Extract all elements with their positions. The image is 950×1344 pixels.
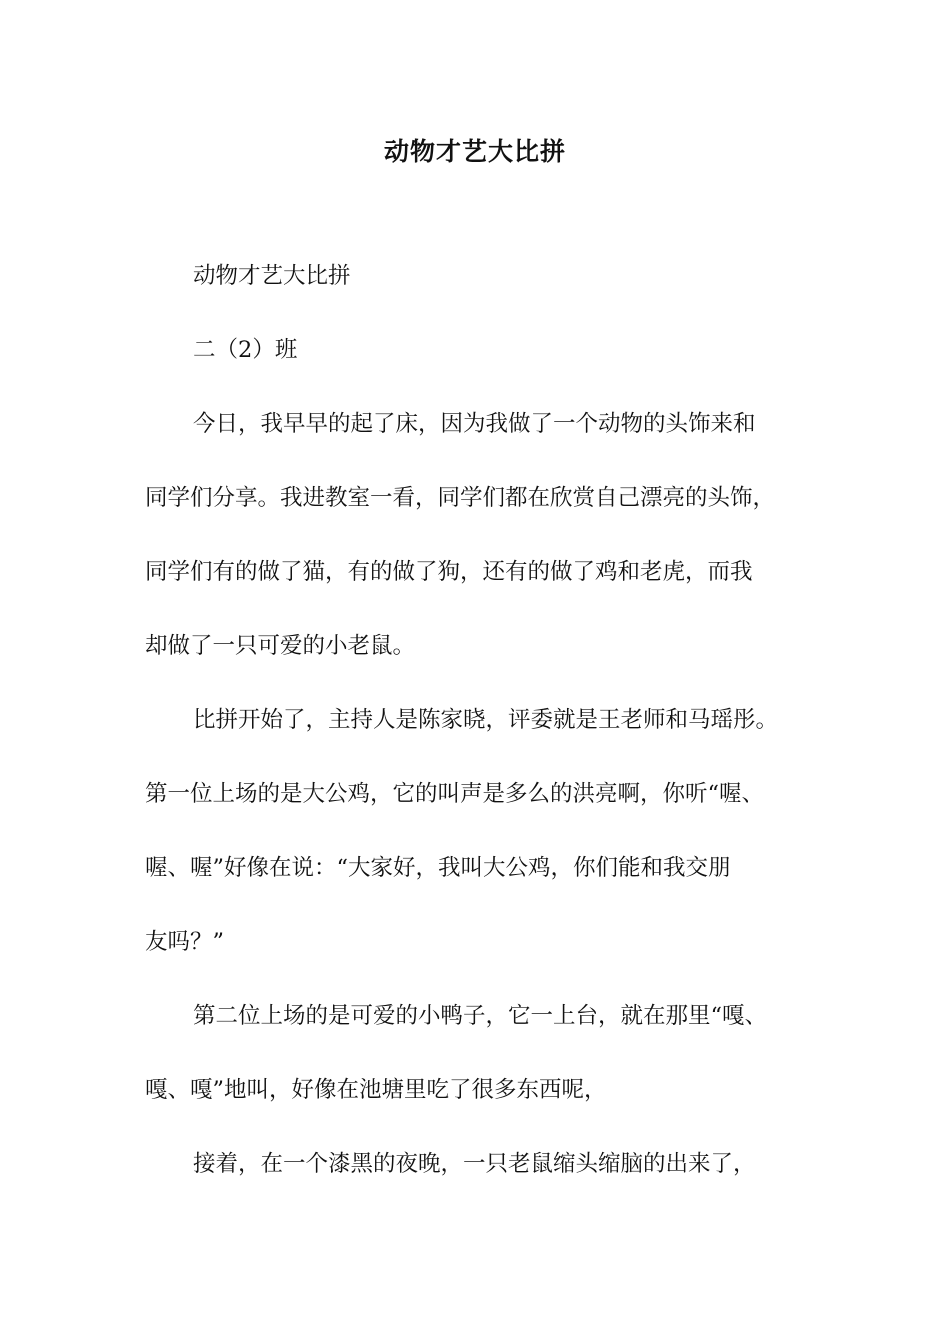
document-title: 动物才艺大比拼 [383, 137, 566, 166]
text-line: 接着，在一个漆黑的夜晚，一只老鼠缩头缩脑的出来了， [193, 1151, 756, 1177]
text-line: 同学们分享。我进教室一看，同学们都在欣赏自己漂亮的头饰， [145, 485, 776, 511]
text-line: 嘎、嘎”地叫，好像在池塘里吃了很多东西呢， [145, 1077, 607, 1103]
text-line: 第一位上场的是大公鸡，它的叫声是多么的洪亮啊，你听“喔、 [145, 781, 765, 807]
text-line: 第二位上场的是可爱的小鸭子，它一上台，就在那里“嘎、 [193, 1003, 768, 1029]
text-line: 今日，我早早的起了床，因为我做了一个动物的头饰来和 [193, 411, 756, 437]
text-line: 同学们有的做了猫，有的做了狗，还有的做了鸡和老虎，而我 [145, 559, 753, 585]
text-line: 却做了一只可爱的小老鼠。 [145, 633, 416, 659]
text-line: 比拼开始了，主持人是陈家晓，评委就是王老师和马瑶彤。 [193, 707, 779, 733]
document-body [145, 256, 805, 1218]
text-line: 喔、喔”好像在说：“大家好，我叫大公鸡，你们能和我交朋 [145, 855, 731, 881]
text-line: 友吗？” [145, 929, 225, 955]
text-line-subtitle: 动物才艺大比拼 [193, 263, 351, 289]
text-line-class: 二（2）班 [193, 337, 298, 363]
